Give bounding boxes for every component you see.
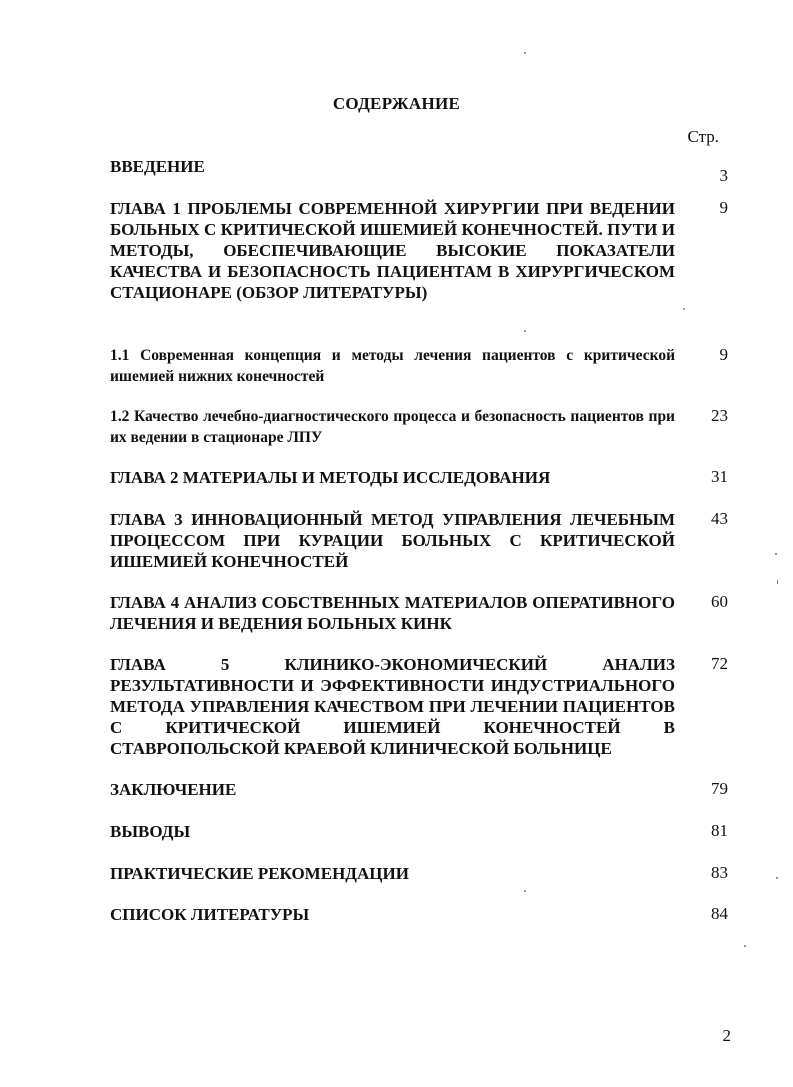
toc-entry-chapter-1[interactable] [110, 198, 728, 303]
toc-entry-page: 9 [719, 345, 728, 364]
toc-entry-chapter-4[interactable] [110, 592, 728, 634]
scan-speck [775, 553, 777, 555]
scan-speck [524, 330, 526, 332]
toc-entry-references[interactable] [110, 904, 728, 925]
toc-entry-title: ЗАКЛЮЧЕНИЕ [110, 780, 237, 799]
page-number: 2 [722, 1026, 731, 1045]
toc-entry-page: 31 [711, 467, 728, 486]
toc-entry-title: ВВЕДЕНИЕ [110, 157, 205, 176]
toc-entry-title: ГЛАВА 3 ИННОВАЦИОННЫЙ МЕТОД УПРАВЛЕНИЯ ЛЕЧЕБНЫМ ПРОЦЕССОМ ПРИ КУРАЦИИ БОЛЬНЫХ С КРИТИЧЕСКОЙ ИШЕМИЕЙ КОНЕЧНОСТЕЙ [110, 510, 675, 571]
toc-entry-title: ВЫВОДЫ [110, 822, 191, 841]
toc-entry-chapter-2[interactable] [110, 467, 728, 488]
scan-speck [524, 890, 526, 892]
scan-speck [744, 945, 746, 947]
toc-entry-title: ПРАКТИЧЕСКИЕ РЕКОМЕНДАЦИИ [110, 864, 409, 883]
toc-entry-chapter-5[interactable] [110, 654, 728, 759]
toc-entry-page: 43 [711, 509, 728, 528]
toc-entry-section-1-1[interactable] [110, 345, 728, 387]
toc-entry-page: 72 [711, 654, 728, 673]
page-title: СОДЕРЖАНИЕ [332, 94, 461, 113]
toc-entry-title: 1.1 Современная концепция и методы лечения пациентов с критической ишемией нижних конечностей [110, 347, 675, 385]
scan-speck [683, 308, 685, 310]
toc-entry-page: 81 [711, 821, 728, 840]
toc-entry-page: 60 [711, 592, 728, 611]
toc-entry-title: ГЛАВА 5 КЛИНИКО-ЭКОНОМИЧЕСКИЙ АНАЛИЗ РЕЗУЛЬТАТИВНОСТИ И ЭФФЕКТИВНОСТИ ИНДУСТРИАЛЬНОГО МЕТОДА УПРАВЛЕНИЯ КАЧЕСТВОМ ПРИ ЛЕЧЕНИИ ПАЦИЕНТОВ С КРИТИЧЕСКОЙ ИШЕМИЕЙ КОНЕЧНОСТЕЙ В СТАВРОПОЛЬСКОЙ КРАЕВОЙ КЛИНИЧЕСКОЙ БОЛЬНИЦЕ [110, 655, 675, 758]
toc-entry-page: 83 [711, 863, 728, 882]
toc-entry-title: СПИСОК ЛИТЕРАТУРЫ [110, 905, 310, 924]
toc-entry-title: ГЛАВА 2 МАТЕРИАЛЫ И МЕТОДЫ ИССЛЕДОВАНИЯ [110, 468, 551, 487]
toc-entry-chapter-3[interactable] [110, 509, 728, 572]
toc-entry-page: 9 [719, 198, 728, 217]
scan-speck [777, 580, 778, 584]
toc-entry-findings[interactable] [110, 821, 728, 842]
toc-entry-introduction[interactable] [110, 156, 728, 185]
page-column-label: Стр. [687, 127, 719, 146]
toc-entry-title: 1.2 Качество лечебно-диагностического процесса и безопасность пациентов при их ведении в стационаре ЛПУ [110, 408, 675, 446]
toc-entry-title: ГЛАВА 4 АНАЛИЗ СОБСТВЕННЫХ МАТЕРИАЛОВ ОПЕРАТИВНОГО ЛЕЧЕНИЯ И ВЕДЕНИЯ БОЛЬНЫХ КИНК [110, 593, 675, 633]
toc-entry-conclusion[interactable] [110, 779, 728, 800]
toc-entry-title: ГЛАВА 1 ПРОБЛЕМЫ СОВРЕМЕННОЙ ХИРУРГИИ ПРИ ВЕДЕНИИ БОЛЬНЫХ С КРИТИЧЕСКОЙ ИШЕМИЕЙ КОНЕЧНОСТЕЙ. ПУТИ И МЕТОДЫ, ОБЕСПЕЧИВАЮЩИЕ ВЫСОКИЕ ПОКАЗАТЕЛИ КАЧЕСТВА И БЕЗОПАСНОСТЬ ПАЦИЕНТАМ В ХИРУРГИЧЕСКОМ СТАЦИОНАРЕ (ОБЗОР ЛИТЕРАТУРЫ) [110, 199, 675, 302]
toc-entry-page: 3 [719, 166, 728, 185]
toc-entry-page: 84 [711, 904, 728, 923]
toc-entry-page: 23 [711, 406, 728, 425]
toc-entry-section-1-2[interactable] [110, 406, 728, 448]
scan-speck [776, 877, 778, 879]
scan-speck [524, 52, 526, 54]
toc-entry-recommendations[interactable] [110, 863, 728, 884]
toc-entry-page: 79 [711, 779, 728, 798]
